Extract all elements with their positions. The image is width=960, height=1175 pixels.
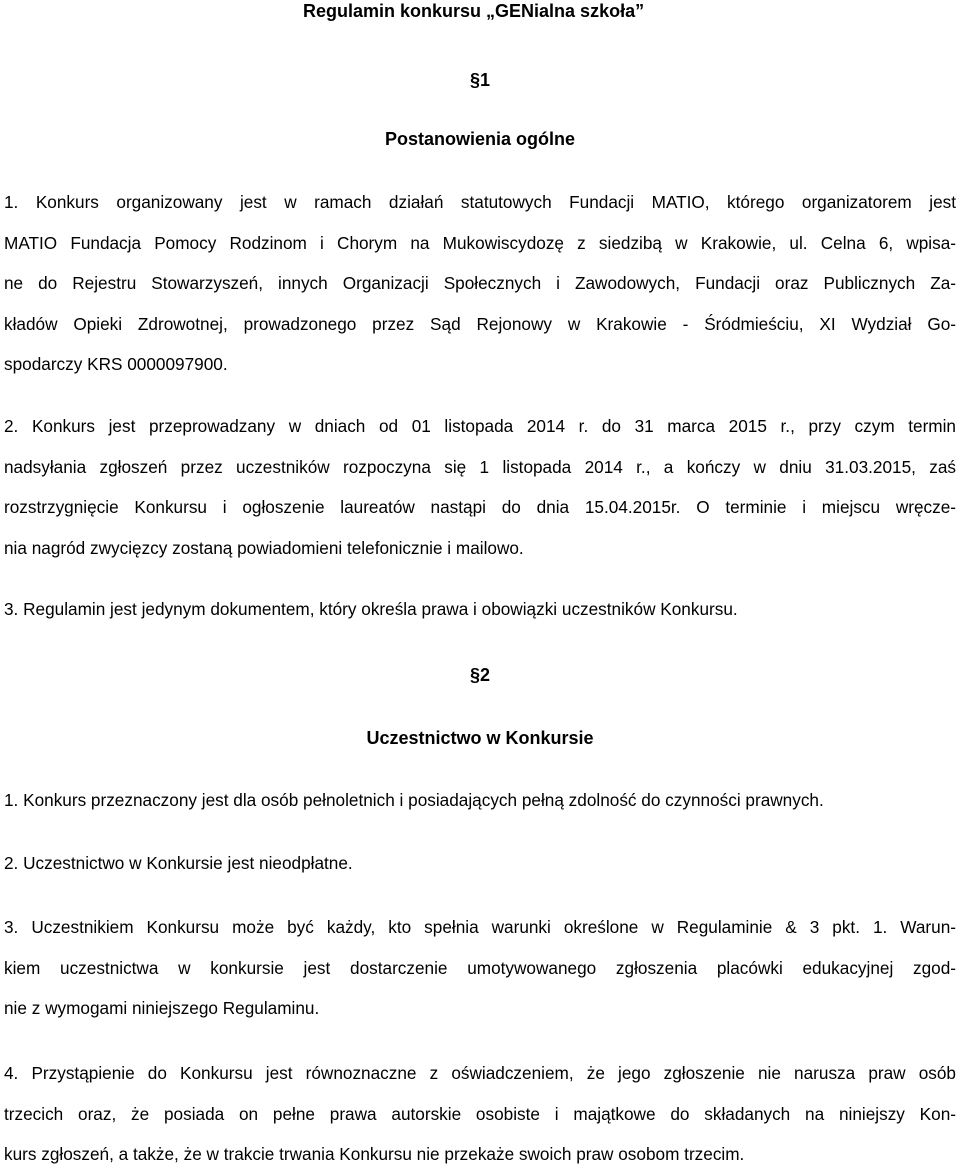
section-1-paragraph-1 — [4, 182, 956, 385]
text-line: 2. Konkurs jest przeprowadzany w dniach od 01 listopada 2014 r. do 31 marca 2015 r., przy czym termin — [4, 416, 956, 436]
text-line: 1. Konkurs przeznaczony jest dla osób pełnoletnich i posiadających pełną zdolność do czynności prawnych. — [4, 790, 824, 810]
text-line: kładów Opieki Zdrowotnej, prowadzonego przez Sąd Rejonowy w Krakowie - Śródmieściu, XI Wydział Go- — [4, 313, 956, 334]
text-line: spodarczy KRS 0000097900. — [4, 354, 228, 374]
text-line: 2. Uczestnictwo w Konkursie jest nieodpłatne. — [4, 853, 353, 873]
text-line: 4. Przystąpienie do Konkursu jest równoznaczne z oświadczeniem, że jego zgłoszenie nie narusza praw osób — [4, 1063, 956, 1083]
section-2-paragraph-4 — [4, 1053, 956, 1175]
section-2-paragraph-2 — [4, 843, 956, 884]
text-line: rozstrzygnięcie Konkursu i ogłoszenie laureatów nastąpi do dnia 15.04.2015r. O terminie i miejscu wręcze- — [4, 497, 956, 517]
text-line: trzecich oraz, że posiada on pełne prawa autorskie osobiste i majątkowe do składanych na niniejszy Kon- — [4, 1103, 956, 1124]
text-line: ne do Rejestru Stowarzyszeń, innych Organizacji Społecznych i Zawodowych, Fundacji oraz Publicznych Za- — [4, 273, 956, 293]
section-2-number: §2 — [469, 665, 491, 685]
section-1-paragraph-2 — [4, 406, 956, 568]
text-line: nia nagród zwycięzcy zostaną powiadomieni telefonicznie i mailowo. — [4, 537, 524, 558]
section-2-paragraph-1 — [4, 780, 956, 821]
section-1-heading: Postanowienia ogólne — [384, 129, 576, 149]
section-2-heading: Uczestnictwo w Konkursie — [366, 728, 594, 748]
text-line: kurs zgłoszeń, a także, że w trakcie trwania Konkursu nie przekaże swoich praw osobom trzecim. — [4, 1144, 745, 1164]
text-line: 3. Uczestnikiem Konkursu może być każdy, kto spełnia warunki określone w Regulaminie & 3 pkt. 1. Warun- — [4, 917, 956, 937]
text-line: 1. Konkurs organizowany jest w ramach działań statutowych Fundacji MATIO, którego organizatorem jest — [4, 192, 956, 212]
section-2-paragraph-3 — [4, 907, 956, 1029]
section-1-paragraph-3 — [4, 589, 956, 630]
text-line: MATIO Fundacja Pomocy Rodzinom i Chorym na Mukowiscydozę z siedzibą w Krakowie, ul. Celna 6, wpisa- — [4, 232, 956, 253]
section-1-number: §1 — [469, 70, 491, 90]
text-line: 3. Regulamin jest jedynym dokumentem, który określa prawa i obowiązki uczestników Konkursu. — [4, 599, 738, 619]
text-line: nie z wymogami niniejszego Regulaminu. — [4, 998, 320, 1018]
document-title: Regulamin konkursu „GENialna szkoła” — [303, 1, 645, 21]
text-line: nadsyłania zgłoszeń przez uczestników rozpoczyna się 1 listopada 2014 r., a kończy w dniu 31.03.2015, zaś — [4, 456, 956, 477]
text-line: kiem uczestnictwa w konkursie jest dostarczenie umotywowanego zgłoszenia placówki edukacyjnej zgod- — [4, 957, 956, 978]
